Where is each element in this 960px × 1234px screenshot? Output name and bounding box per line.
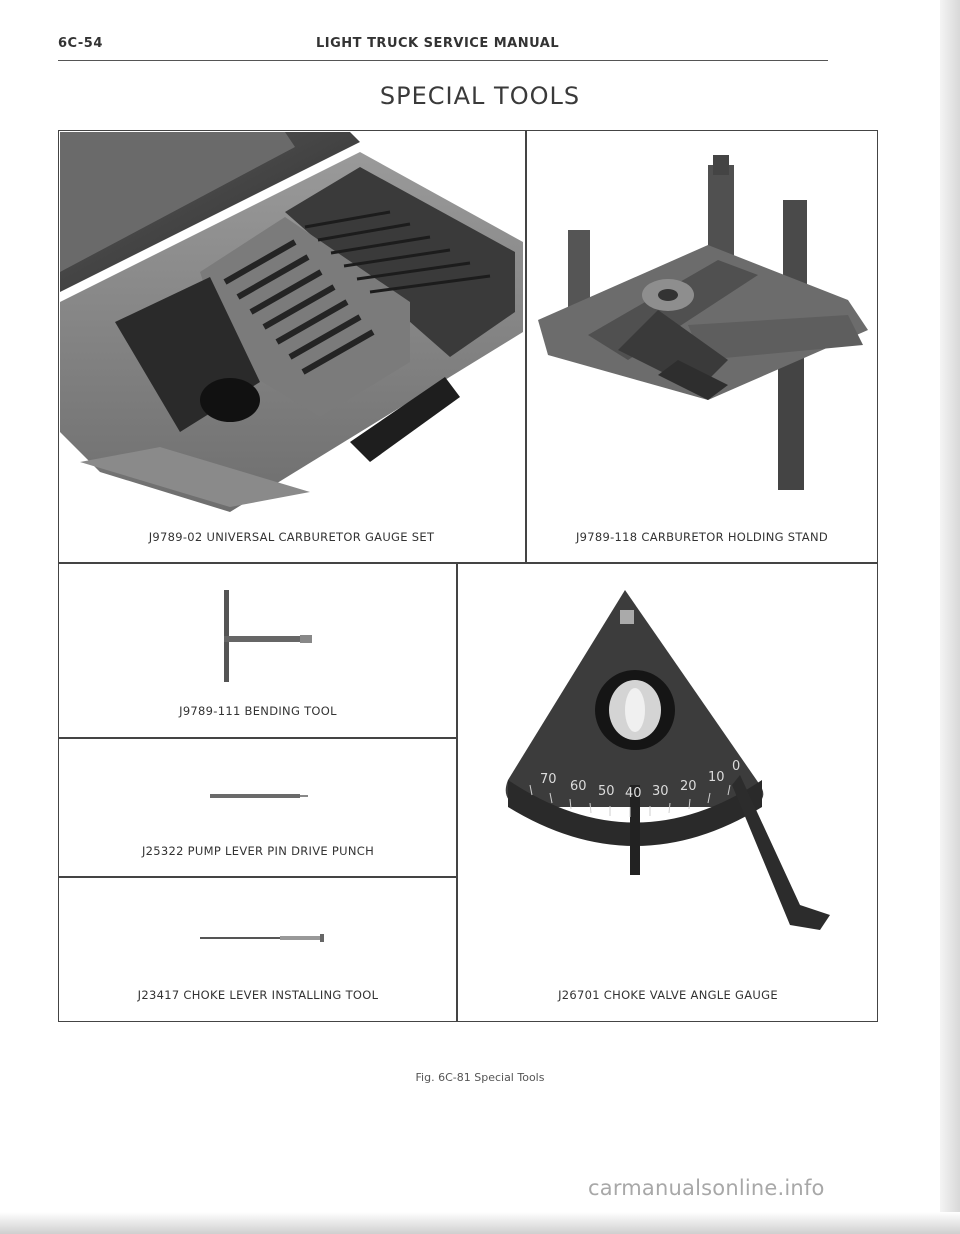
page-title: SPECIAL TOOLS	[379, 82, 581, 110]
scale-label-0: 0	[732, 759, 741, 774]
tool-label-gauge-set: J9789-02 UNIVERSAL CARBURETOR GAUGE SET	[148, 530, 435, 544]
angle-gauge-icon	[500, 585, 840, 930]
installing-tool-icon	[200, 932, 340, 944]
manual-title: LIGHT TRUCK SERVICE MANUAL	[316, 36, 560, 51]
watermark: carmanualsonline.info	[588, 1176, 825, 1200]
tool-label-angle-gauge: J26701 CHOKE VALVE ANGLE GAUGE	[558, 988, 778, 1002]
scale-label-40: 40	[625, 786, 642, 801]
divider-row-2	[58, 737, 457, 739]
gauge-set-case-icon	[60, 132, 523, 512]
scale-label-50: 50	[598, 784, 615, 799]
holding-stand-icon	[528, 150, 876, 495]
tool-label-drive-punch: J25322 PUMP LEVER PIN DRIVE PUNCH	[141, 844, 375, 858]
figure-caption: Fig. 6C-81 Special Tools	[415, 1071, 545, 1084]
divider-row-3	[58, 876, 457, 878]
divider-lower-vertical	[456, 562, 458, 1022]
header-rule	[58, 60, 828, 61]
page-number: 6C-54	[58, 36, 103, 51]
scale-label-30: 30	[652, 784, 669, 799]
scale-label-20: 20	[680, 779, 697, 794]
page-bottom-shadow	[0, 1212, 960, 1234]
divider-row-1	[58, 562, 878, 564]
bending-tool-icon	[200, 590, 320, 690]
divider-top-vertical	[525, 130, 527, 562]
drive-punch-icon	[210, 790, 310, 802]
page-edge-shadow	[940, 0, 960, 1234]
scale-label-70: 70	[540, 772, 557, 787]
scale-label-10: 10	[708, 770, 725, 785]
scale-label-60: 60	[570, 779, 587, 794]
tool-label-holding-stand: J9789-118 CARBURETOR HOLDING STAND	[575, 530, 829, 544]
tool-label-bending-tool: J9789-111 BENDING TOOL	[179, 704, 337, 718]
tool-label-installing-tool: J23417 CHOKE LEVER INSTALLING TOOL	[137, 988, 379, 1002]
